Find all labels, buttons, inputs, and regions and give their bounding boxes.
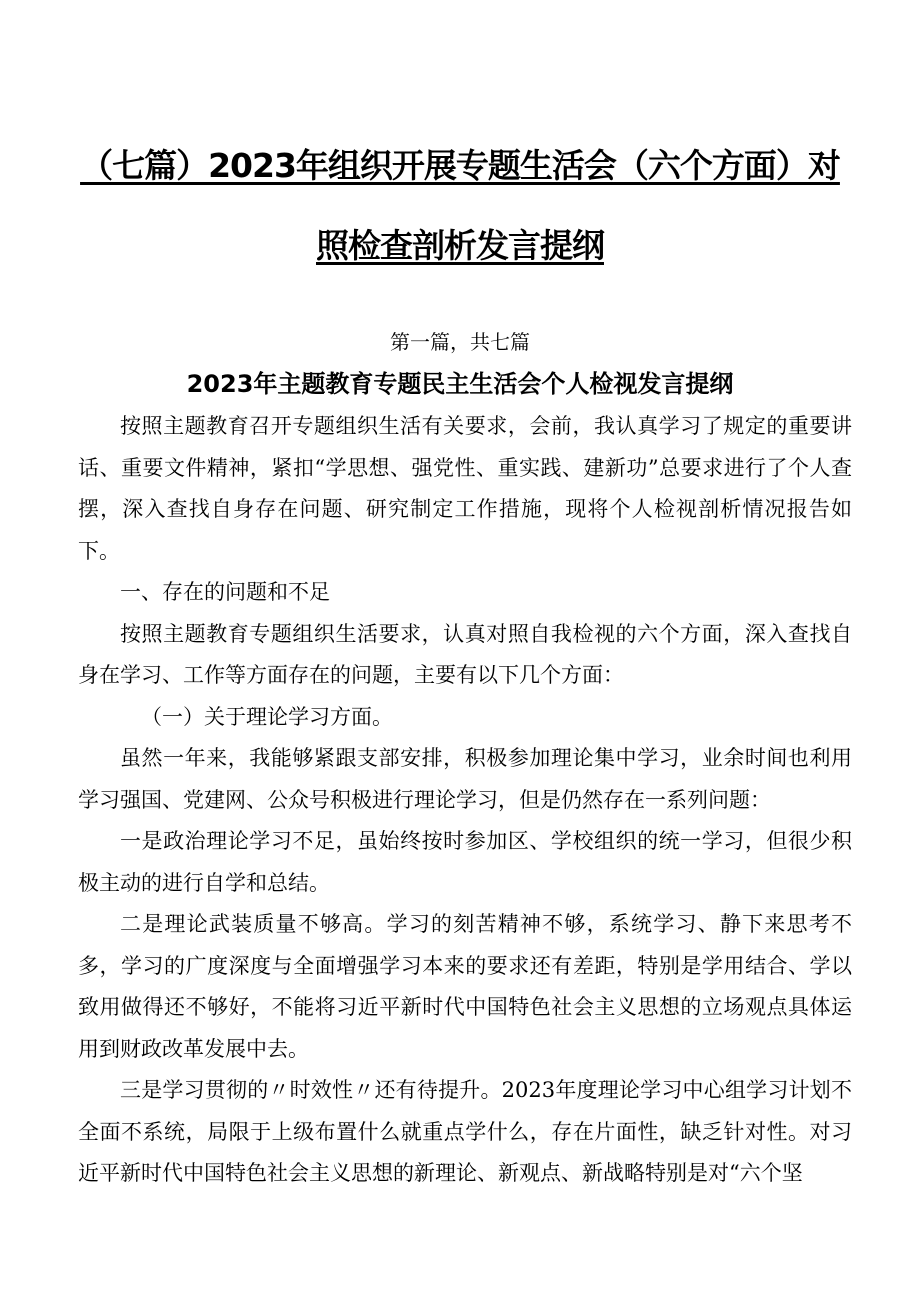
- subheading-theory-study: （一）关于理论学习方面。: [141, 704, 393, 729]
- paragraph-overview: 按照主题教育专题组织生活要求，认真对照自我检视的六个方面，深入查找自身在学习、工作等方面存在的问题，主要有以下几个方面：: [78, 621, 852, 687]
- section-title: 2023年主题教育专题民主生活会个人检视发言提纲: [186, 370, 734, 398]
- document-title-line-1: （七篇）2023年组织开展专题生活会（六个方面）对: [80, 146, 840, 185]
- section-index: 第一篇，共七篇: [390, 330, 530, 354]
- paragraph-point-three: 三是学习贯彻的〃时效性〃还有待提升。2023年度理论学习中心组学习计划不全面不系统，局限于上级布置什么就重点学什么，存在片面性，缺乏针对性。对习近平新时代中国特色社会主义思想的新理论、新观点、新战略特别是对“六个坚: [78, 1078, 852, 1185]
- heading-problems: 一、存在的问题和不足: [120, 580, 330, 604]
- paragraph-theory-intro: 虽然一年来，我能够紧跟支部安排，积极参加理论集中学习，业余时间也利用学习强国、党建网、公众号积极进行理论学习，但是仍然存在一系列问题：: [78, 746, 852, 812]
- paragraph-point-two: 二是理论武装质量不够高。学习的刻苦精神不够，系统学习、静下来思考不多，学习的广度深度与全面增强学习本来的要求还有差距，特别是学用结合、学以致用做得还不够好，不能将习近平新时代中国特色社会主义思想的立场观点具体运用到财政改革发展中去。: [78, 912, 852, 1061]
- document-body: [78, 406, 852, 1195]
- paragraph-point-one: 一是政治理论学习不足，虽始终按时参加区、学校组织的统一学习，但很少积极主动的进行自学和总结。: [78, 829, 852, 895]
- document-title-line-2: 照检查剖析发言提纲: [316, 226, 604, 265]
- paragraph-intro: 按照主题教育召开专题组织生活有关要求，会前，我认真学习了规定的重要讲话、重要文件精神，紧扣“学思想、强党性、重实践、建新功”总要求进行了个人查摆，深入查找自身存在问题、研究制定工作措施，现将个人检视剖析情况报告如下。: [78, 414, 852, 563]
